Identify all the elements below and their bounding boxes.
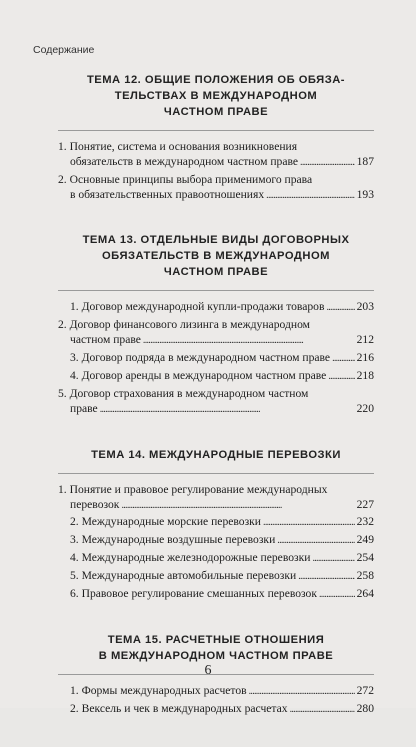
toc-entry-title-line: 1. Договор международной купли-продажи товаров: [70, 300, 325, 314]
dot-leader: [249, 685, 355, 700]
dot-leader: [298, 570, 354, 585]
section-heading-line: ОБЯЗАТЕЛЬСТВ В МЕЖДУНАРОДНОМ: [101, 250, 330, 263]
dot-leader: [332, 352, 355, 367]
toc-entry-title-line: 6. Правовое регулирование смешанных перевозок: [70, 587, 317, 601]
toc-entry-title-line: 3. Договор подряда в международном частном праве: [70, 351, 331, 365]
table-of-contents: [58, 72, 374, 747]
toc-entry-title-line: частном праве: [70, 333, 141, 347]
toc-entry-last-line: [70, 498, 374, 514]
toc-entry-last-line: [70, 188, 374, 204]
toc-section: [58, 72, 374, 203]
toc-page-number: 232: [356, 515, 374, 529]
toc-entry[interactable]: [58, 515, 374, 531]
dot-leader: [290, 703, 355, 718]
toc-page-number: 187: [356, 154, 374, 168]
toc-page-number: 258: [356, 569, 374, 583]
toc-section: [58, 232, 374, 417]
dot-leader: [143, 334, 355, 349]
section-heading-line: ЧАСТНОМ ПРАВЕ: [163, 266, 269, 279]
toc-page-number: 218: [356, 369, 374, 383]
toc-page-number: 272: [356, 684, 374, 698]
toc-entry-last-line: [70, 300, 374, 316]
toc-page-number: 212: [356, 333, 374, 347]
toc-entry[interactable]: [58, 551, 374, 567]
toc-entry-last-line: [70, 515, 374, 531]
toc-entry[interactable]: [58, 483, 374, 514]
toc-entry[interactable]: [58, 369, 374, 385]
toc-page-number: 216: [356, 351, 374, 365]
section-heading-line: В МЕЖДУНАРОДНОМ ЧАСТНОМ ПРАВЕ: [98, 650, 334, 663]
toc-entry-title-line: перевозок: [70, 497, 120, 511]
page-number: 6: [204, 663, 212, 678]
toc-page-number: 264: [356, 587, 374, 601]
toc-entry-last-line: [70, 533, 374, 549]
toc-entry-last-line: [70, 369, 374, 385]
section-heading-line: ТЕМА 12. ОБЩИЕ ПОЛОЖЕНИЯ ОБ ОБЯЗА-: [86, 74, 346, 86]
toc-entry-title-line: 5. Договор страхования в международном частном: [58, 387, 309, 401]
toc-entry[interactable]: [58, 140, 374, 171]
toc-page-number: 227: [356, 497, 374, 511]
section-heading-line: ТЕМА 13. ОТДЕЛЬНЫЕ ВИДЫ ДОГОВОРНЫХ: [82, 234, 350, 247]
dot-leader: [328, 370, 354, 385]
toc-entry-last-line: [70, 333, 374, 349]
toc-entry-last-line: [70, 684, 374, 700]
toc-entry-last-line: [70, 402, 374, 418]
running-head: Содержание: [33, 44, 95, 56]
toc-entry[interactable]: [58, 587, 374, 603]
section-heading: [58, 447, 374, 474]
toc-entry[interactable]: [58, 318, 374, 349]
toc-entry[interactable]: [58, 173, 374, 204]
toc-entry-title-line: праве: [70, 401, 98, 415]
section-heading: [58, 72, 374, 131]
toc-entry-title-line: 2. Договор финансового лизинга в международном: [58, 318, 310, 332]
toc-entry[interactable]: [58, 702, 374, 718]
dot-leader: [263, 516, 355, 531]
section-heading-line: ТЕМА 14. МЕЖДУНАРОДНЫЕ ПЕРЕВОЗКИ: [91, 448, 341, 461]
dot-leader: [266, 189, 354, 204]
toc-entry-title-line: 1. Понятие, система и основания возникновения: [58, 140, 298, 153]
toc-entry-last-line: [70, 569, 374, 585]
toc-entry-last-line: [70, 587, 374, 603]
toc-entry-title-line: 1. Понятие и правовое регулирование международных: [58, 482, 328, 496]
toc-entry-list: [58, 483, 374, 604]
toc-entry-list: [58, 140, 374, 203]
toc-page-number: 280: [356, 702, 374, 716]
toc-entry-last-line: [70, 351, 374, 367]
toc-entry-title-line: обязательств в международном частном праве: [70, 154, 299, 168]
toc-entry-title-line: в обязательственных правоотношениях: [70, 187, 265, 201]
dot-leader: [319, 588, 355, 603]
toc-entry[interactable]: [58, 569, 374, 585]
dot-leader: [312, 552, 354, 567]
toc-entry-list: [58, 684, 374, 718]
toc-entry-last-line: [70, 155, 374, 171]
section-heading: [58, 232, 374, 291]
toc-entry[interactable]: [58, 300, 374, 316]
toc-entry-title-line: 2. Международные морские перевозки: [70, 515, 262, 529]
toc-entry[interactable]: [58, 351, 374, 367]
toc-page-number: 203: [356, 300, 374, 314]
toc-entry-last-line: [70, 702, 374, 718]
toc-entry-title-line: 1. Формы международных расчетов: [70, 684, 247, 698]
toc-entry[interactable]: [58, 684, 374, 700]
toc-page-number: 254: [356, 551, 374, 565]
toc-entry-title-line: 3. Международные воздушные перевозки: [70, 533, 276, 547]
toc-entry-title-line: 2. Вексель и чек в международных расчетах: [70, 702, 288, 716]
toc-entry-title-line: 4. Договор аренды в международном частном праве: [70, 369, 327, 383]
section-heading-line: ТЕМА 15. РАСЧЕТНЫЕ ОТНОШЕНИЯ: [107, 634, 325, 647]
toc-page-number: 249: [356, 533, 374, 547]
toc-entry-title-line: 2. Основные принципы выбора применимого права: [58, 172, 313, 186]
dot-leader: [326, 301, 354, 316]
toc-entry[interactable]: [58, 533, 374, 549]
toc-entry-list: [58, 300, 374, 417]
dot-leader: [277, 534, 354, 549]
dot-leader: [300, 156, 355, 171]
toc-page-number: 220: [356, 401, 374, 415]
section-heading-line: ЧАСТНОМ ПРАВЕ: [163, 106, 269, 118]
section-heading-line: ТЕЛЬСТВАХ В МЕЖДУНАРОДНОМ: [114, 90, 318, 102]
toc-entry-title-line: 5. Международные автомобильные перевозки: [70, 569, 297, 583]
toc-page-number: 193: [356, 187, 374, 201]
dot-leader: [121, 499, 354, 514]
toc-entry-title-line: 4. Международные железнодорожные перевозки: [70, 551, 311, 565]
dot-leader: [100, 403, 355, 418]
toc-section: [58, 447, 374, 604]
toc-entry-last-line: [70, 551, 374, 567]
toc-entry[interactable]: [58, 387, 374, 418]
